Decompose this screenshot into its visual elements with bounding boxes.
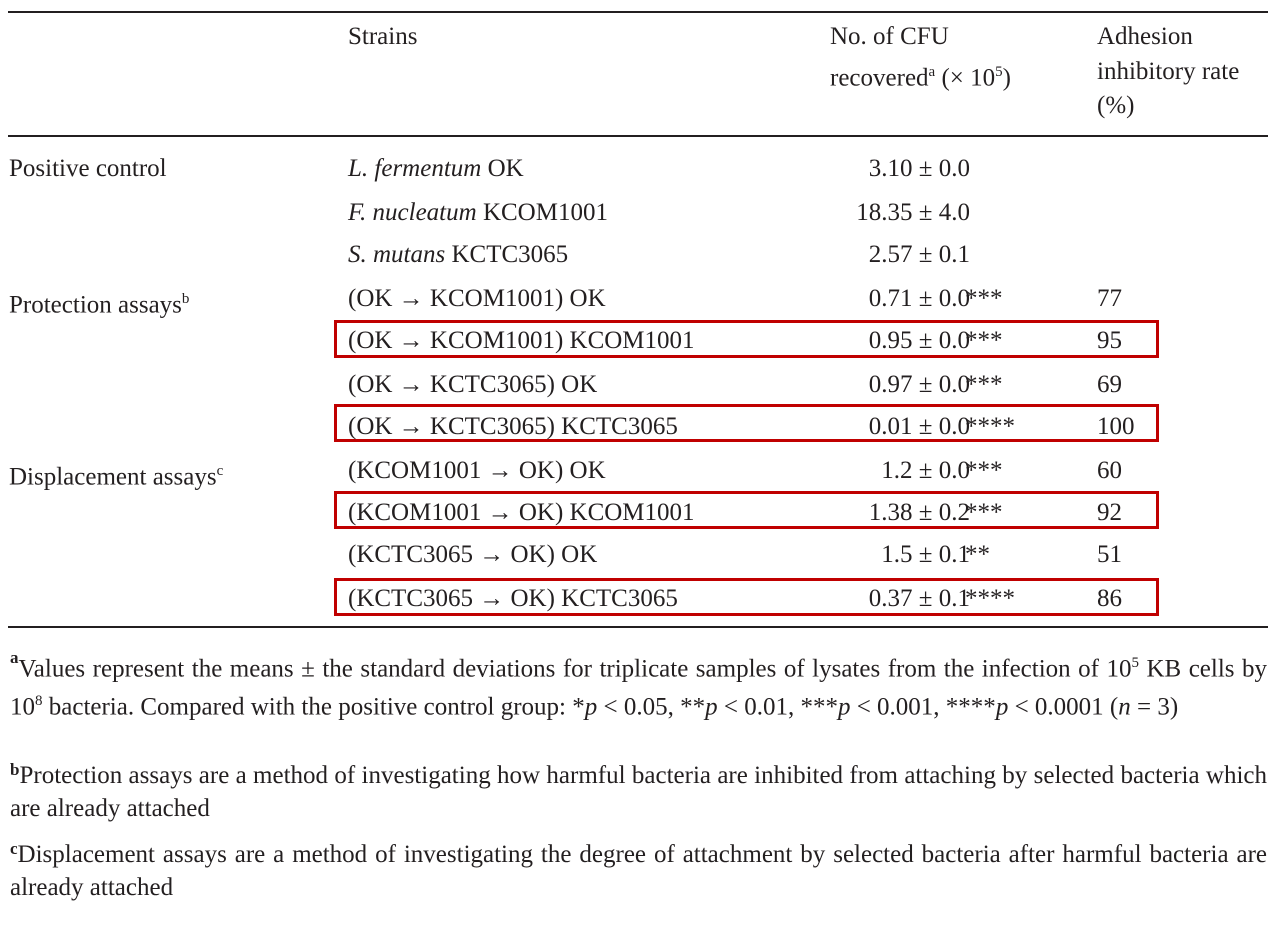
cfu-value: 0.95 ± 0.0	[868, 327, 970, 354]
inhibitory-rate-cell: 100	[1097, 413, 1135, 440]
strain-cell	[348, 284, 606, 314]
footnote-a-text: < 0.0001 (	[1008, 693, 1119, 721]
strain-cell	[348, 198, 608, 228]
footnote-a-n: n	[1118, 693, 1131, 721]
footnote-a-text: < 0.01, ***	[717, 693, 838, 721]
header-cfu-close: )	[1002, 63, 1011, 91]
header-rate-line3: (%)	[1097, 92, 1135, 119]
group-label-positive-control	[9, 154, 167, 184]
cfu-cell	[800, 540, 970, 570]
cfu-value: 0.97 ± 0.0	[868, 371, 970, 398]
inhibitory-rate-cell: 77	[1097, 285, 1122, 312]
footnote-a	[10, 647, 1267, 724]
significance-stars: ***	[965, 285, 1003, 312]
strain-cell	[348, 240, 568, 270]
significance-stars: ***	[965, 499, 1003, 526]
strain-cell	[348, 540, 597, 570]
cfu-cell	[800, 326, 970, 356]
header-strains	[348, 20, 417, 55]
group-label-text: Protection assays	[9, 291, 182, 319]
strain-cell	[348, 584, 678, 614]
cfu-cell	[800, 198, 970, 228]
inhibitory-rate-cell: 51	[1097, 541, 1122, 568]
header-rate	[1097, 20, 1239, 124]
strain-name: (KCTC3065 → OK) KCTC3065	[348, 585, 678, 612]
cfu-cell	[800, 498, 970, 528]
strain-name: (OK → KCOM1001) KCOM1001	[348, 327, 695, 354]
inhibitory-rate-cell: 86	[1097, 585, 1122, 612]
footnote-a-p: p	[837, 693, 851, 721]
strain-cell	[348, 370, 597, 400]
inhibitory-rate-cell: 60	[1097, 457, 1122, 484]
strain-cell	[348, 498, 695, 528]
footnote-a-text: Values represent the means ± the standard deviations for triplicate samples of lysates from the infection of 10	[18, 655, 1132, 683]
header-cfu-exponent: 5	[995, 63, 1003, 80]
strain-name: (OK → KCTC3065) OK	[348, 371, 598, 398]
footnote-c-mark: c	[10, 839, 18, 858]
strain-name: (OK → KCOM1001) OK	[348, 285, 606, 312]
header-cfu-line2	[830, 55, 1011, 96]
footnote-a-exponent: 5	[1131, 655, 1139, 671]
group-label-text: Positive control	[9, 155, 167, 182]
strain-name: (KCOM1001 → OK) KCOM1001	[348, 499, 695, 526]
header-rate-line1: Adhesion	[1097, 23, 1193, 50]
header-cfu-recovered: recovered	[830, 63, 929, 91]
inhibitory-rate-cell: 69	[1097, 371, 1122, 398]
cfu-value: 1.2 ± 0.0	[881, 457, 970, 484]
header-strains-label: Strains	[348, 23, 418, 50]
strain-name: (KCTC3065 → OK) OK	[348, 541, 598, 568]
strain-name: OK	[481, 155, 524, 182]
footnote-b-mark: b	[10, 760, 20, 779]
strain-cell	[348, 326, 695, 356]
cfu-value: 3.10 ± 0.0	[868, 155, 970, 182]
footnote-a-p: p	[705, 693, 718, 721]
footnote-b	[10, 759, 1267, 825]
significance-stars: ****	[965, 585, 1015, 612]
header-cfu-line1: No. of CFU	[830, 23, 949, 50]
table-top-rule	[8, 11, 1268, 13]
cfu-value: 1.5 ± 0.1	[881, 541, 970, 568]
footnote-a-text: < 0.05, **	[597, 693, 706, 721]
group-label-displacement-assays	[9, 456, 223, 492]
footnote-a-text: bacteria. Compared with the positive control group: *	[42, 693, 585, 721]
cfu-value: 0.37 ± 0.1	[868, 585, 970, 612]
footnote-a-text: KB cells by 10	[10, 655, 1268, 721]
table-header-rule	[8, 135, 1268, 137]
strain-cell	[348, 456, 606, 486]
strain-name: KCOM1001	[476, 199, 608, 226]
footnote-a-mark: a	[10, 648, 19, 667]
group-footnote-mark: c	[216, 463, 224, 479]
footnote-b-text: Protection assays are a method of investigating how harmful bacteria are inhibited from attaching by selected bacteria which are already attached	[10, 762, 1267, 822]
significance-stars: **	[965, 541, 990, 568]
strain-species: S. mutans	[348, 241, 446, 268]
significance-stars: ***	[965, 371, 1003, 398]
cfu-value: 1.38 ± 0.2	[868, 499, 970, 526]
strain-name: (KCOM1001 → OK) OK	[348, 457, 606, 484]
group-label-text: Displacement assays	[9, 463, 217, 491]
header-cfu	[830, 20, 1011, 95]
footnote-a-p: p	[995, 693, 1009, 721]
inhibitory-rate-cell: 95	[1097, 327, 1122, 354]
strain-name: (OK → KCTC3065) KCTC3065	[348, 413, 678, 440]
table-bottom-rule	[8, 626, 1268, 628]
significance-stars: ****	[965, 413, 1015, 440]
strain-cell	[348, 412, 678, 442]
strain-name: KCTC3065	[445, 241, 569, 268]
inhibitory-rate-cell: 92	[1097, 499, 1122, 526]
footnote-c	[10, 838, 1267, 904]
cfu-value: 2.57 ± 0.1	[868, 241, 970, 268]
cfu-cell	[800, 370, 970, 400]
header-cfu-footnote-mark: a	[928, 63, 936, 80]
significance-stars: ***	[965, 457, 1003, 484]
strain-cell	[348, 154, 524, 184]
cfu-cell	[800, 240, 970, 270]
footnote-a-text: < 0.001, ****	[850, 693, 996, 721]
cfu-cell	[800, 154, 970, 184]
cfu-value: 0.71 ± 0.0	[868, 285, 970, 312]
cfu-cell	[800, 284, 970, 314]
cfu-cell	[800, 584, 970, 614]
strain-species: F. nucleatum	[348, 199, 477, 226]
strain-species: L. fermentum	[348, 155, 482, 182]
cfu-value: 18.35 ± 4.0	[856, 199, 970, 226]
cfu-value: 0.01 ± 0.0	[868, 413, 970, 440]
header-cfu-unit: (× 10	[935, 63, 996, 91]
header-rate-line2: inhibitory rate	[1097, 57, 1240, 85]
footnote-a-exponent: 8	[35, 693, 43, 710]
group-label-protection-assays	[9, 284, 189, 320]
group-footnote-mark: b	[181, 291, 190, 307]
footnote-a-text: = 3)	[1130, 693, 1179, 721]
cfu-cell	[800, 412, 970, 442]
significance-stars: ***	[965, 327, 1003, 354]
cfu-cell	[800, 456, 970, 486]
footnote-a-p: p	[584, 693, 598, 721]
footnote-c-text: Displacement assays are a method of investigating the degree of attachment by selected bacteria after harmful bacteria are already attached	[10, 841, 1267, 901]
